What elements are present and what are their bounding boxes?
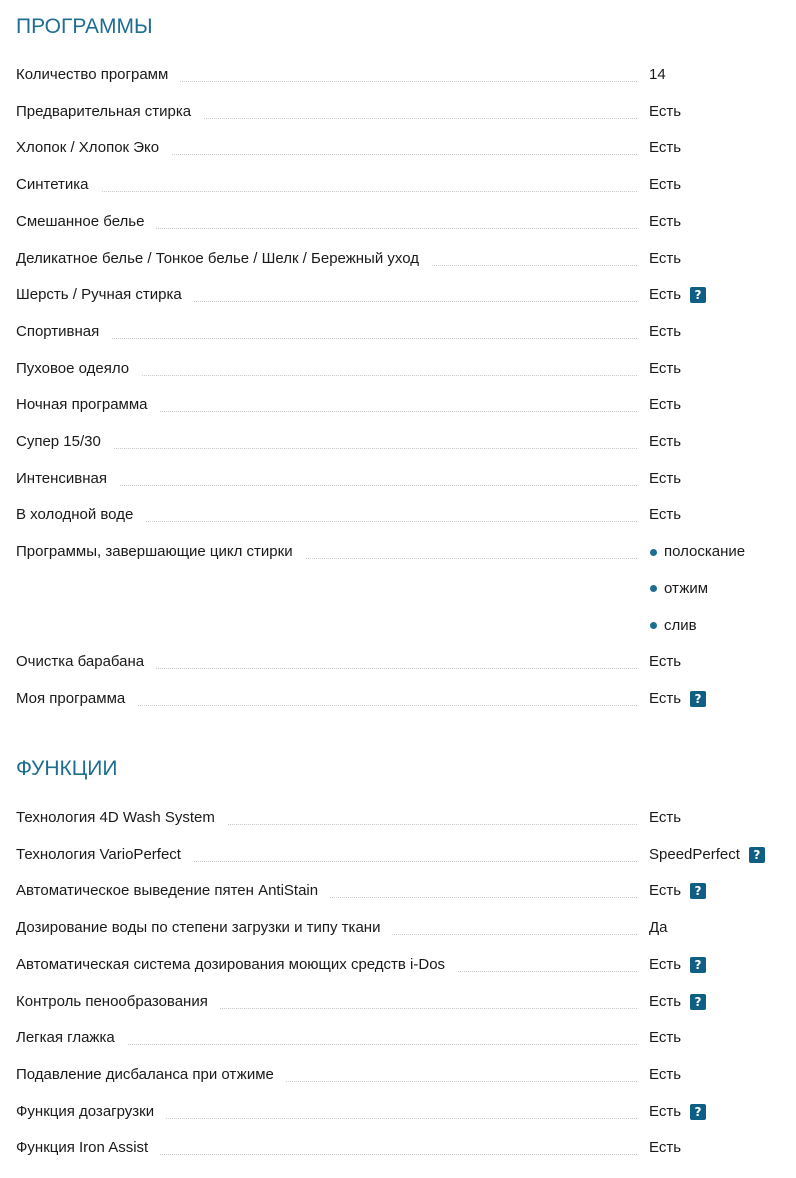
spec-row	[16, 285, 786, 305]
spec-value-text: Есть	[649, 139, 682, 157]
spec-row	[16, 249, 786, 269]
spec-list-value	[649, 616, 697, 636]
spec-row	[16, 469, 786, 489]
spec-label: Деликатное белье / Тонкое белье / Шелк / Бережный уход	[16, 249, 431, 269]
spec-value-text: Есть	[649, 322, 682, 340]
spec-value-text: Есть	[649, 359, 682, 377]
spec-row	[16, 689, 786, 709]
spec-label: Количество программ	[16, 65, 180, 85]
spec-row	[16, 138, 786, 158]
spec-row	[16, 652, 786, 672]
spec-value-text: Есть	[649, 506, 682, 524]
spec-row	[16, 65, 786, 85]
spec-value-text: Есть	[649, 102, 682, 120]
spec-value	[649, 175, 681, 195]
spec-value-text: Есть	[649, 809, 682, 826]
spec-row	[16, 918, 786, 938]
spec-value-text: Есть	[649, 396, 682, 414]
bullet-icon	[650, 549, 657, 556]
spec-label: Спортивная	[16, 322, 111, 342]
spec-row	[16, 212, 786, 232]
question-icon[interactable]: ?	[690, 883, 706, 899]
spec-value	[649, 652, 681, 672]
spec-list-row	[16, 579, 786, 599]
spec-label: Интенсивная	[16, 469, 119, 489]
spec-label: Контроль пенообразования	[16, 992, 220, 1012]
spec-value-text: Есть	[649, 1065, 682, 1083]
spec-value	[649, 395, 681, 415]
spec-label: Смешанное белье	[16, 212, 156, 232]
spec-value-text: 14	[649, 66, 666, 83]
spec-row	[16, 808, 786, 828]
spec-label: Автоматическая система дозирования моющих средств i-Dos	[16, 955, 457, 975]
spec-value	[649, 881, 706, 901]
spec-value	[649, 689, 706, 709]
spec-value	[649, 469, 681, 489]
spec-label: Функция дозагрузки	[16, 1102, 166, 1122]
spec-value-text: Есть	[649, 955, 682, 973]
spec-value-text: SpeedPerfect	[649, 845, 740, 863]
spec-value	[649, 1102, 706, 1122]
spec-value	[649, 432, 681, 452]
spec-row	[16, 1065, 786, 1085]
spec-row	[16, 432, 786, 452]
spec-value-text: Есть	[649, 653, 682, 671]
spec-value	[649, 285, 706, 305]
spec-value	[649, 955, 706, 975]
spec-row	[16, 1028, 786, 1048]
spec-value-text: Есть	[649, 433, 682, 450]
spec-label: Технология 4D Wash System	[16, 808, 227, 828]
spec-value	[649, 1138, 681, 1158]
spec-row	[16, 175, 786, 195]
bullet-icon	[650, 585, 657, 592]
spec-label: Автоматическое выведение пятен AntiStain	[16, 881, 330, 901]
section-title: ФУНКЦИИ	[16, 757, 118, 780]
spec-label: Пуховое одеяло	[16, 359, 141, 379]
spec-value-text: Есть	[649, 992, 682, 1010]
spec-label: Программы, завершающие цикл стирки	[16, 542, 305, 562]
spec-value	[649, 845, 765, 865]
spec-value-text: Есть	[649, 1139, 682, 1157]
spec-value	[649, 992, 706, 1012]
spec-label: Легкая глажка	[16, 1028, 127, 1048]
spec-value	[649, 1065, 681, 1085]
spec-value-text: Есть	[649, 1029, 682, 1047]
spec-value	[649, 322, 681, 342]
spec-label: Технология VarioPerfect	[16, 845, 193, 865]
spec-row	[16, 845, 786, 865]
spec-value-text: Есть	[649, 249, 682, 267]
spec-list-row	[16, 616, 786, 636]
spec-value-text: Есть	[649, 212, 682, 230]
spec-label: Предварительная стирка	[16, 102, 203, 122]
spec-label: Моя программа	[16, 689, 137, 709]
spec-value-text: Есть	[649, 689, 682, 707]
spec-value	[649, 918, 668, 938]
spec-value	[649, 1028, 681, 1048]
spec-row	[16, 1102, 786, 1122]
spec-row	[16, 102, 786, 122]
spec-value	[649, 359, 681, 379]
spec-value	[649, 65, 666, 85]
spec-value	[649, 505, 681, 525]
section-title: ПРОГРАММЫ	[16, 15, 153, 38]
question-icon[interactable]: ?	[749, 847, 765, 863]
spec-value-text: Есть	[649, 882, 682, 900]
dotted-leader	[16, 191, 637, 192]
spec-value-text: Да	[649, 919, 668, 937]
bullet-icon	[650, 622, 657, 629]
spec-value	[649, 138, 681, 158]
spec-value-text: Есть	[649, 469, 682, 487]
spec-label: Подавление дисбаланса при отжиме	[16, 1065, 286, 1085]
spec-row	[16, 395, 786, 415]
spec-label: Функция Iron Assist	[16, 1138, 160, 1158]
question-icon[interactable]: ?	[690, 691, 706, 707]
spec-label: Хлопок / Хлопок Эко	[16, 138, 171, 158]
spec-value	[649, 808, 681, 828]
spec-label: Синтетика	[16, 175, 101, 195]
spec-row	[16, 992, 786, 1012]
spec-list-value-text: слив	[664, 616, 697, 634]
spec-label: Ночная программа	[16, 395, 160, 415]
question-icon[interactable]: ?	[690, 1104, 706, 1120]
spec-row	[16, 505, 786, 525]
spec-label: Супер 15/30	[16, 432, 113, 452]
spec-list-value	[649, 542, 745, 562]
spec-list-value-text: полоскание	[664, 543, 746, 561]
spec-value	[649, 212, 681, 232]
question-icon[interactable]: ?	[690, 994, 706, 1010]
spec-list-value	[649, 579, 708, 599]
spec-value	[649, 102, 681, 122]
spec-label: В холодной воде	[16, 505, 145, 525]
spec-label: Шерсть / Ручная стирка	[16, 285, 194, 305]
spec-row	[16, 322, 786, 342]
spec-value-text: Есть	[649, 1102, 682, 1120]
spec-list-value-text: отжим	[664, 579, 709, 597]
spec-value	[649, 249, 681, 269]
question-icon[interactable]: ?	[690, 957, 706, 973]
spec-row	[16, 881, 786, 901]
spec-label: Дозирование воды по степени загрузки и типу ткани	[16, 918, 392, 938]
question-icon[interactable]: ?	[690, 287, 706, 303]
spec-row	[16, 359, 786, 379]
spec-row	[16, 955, 786, 975]
spec-label: Очистка барабана	[16, 652, 156, 672]
spec-row	[16, 1138, 786, 1158]
spec-value-text: Есть	[649, 176, 682, 194]
spec-value-text: Есть	[649, 286, 682, 304]
